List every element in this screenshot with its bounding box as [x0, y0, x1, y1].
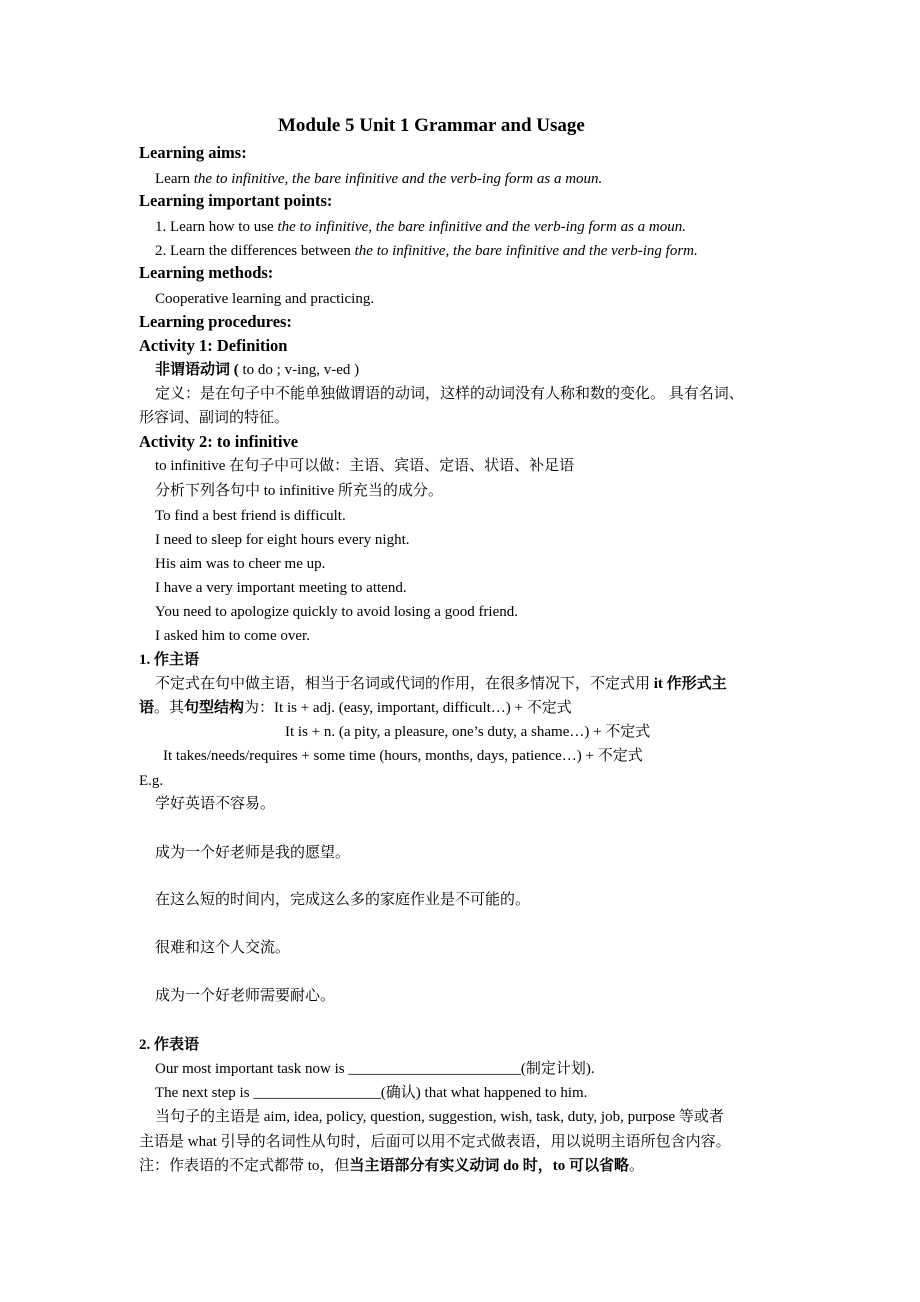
activity1-term [155, 360, 359, 380]
points-item-1-italic: the to infinitive, the bare infinitive and the verb-ing form as a moun. [277, 219, 687, 235]
section2-note-line2: 主语是 what 引导的名词性从句时，后面可以用不定式做表语，用以说明主语所包含内容。 [139, 1134, 731, 1150]
activity1-term-rest: to do ; v-ing, v-ed ) [238, 362, 360, 378]
section1-line1-bold: it 作形式主 [653, 676, 727, 692]
aims-prefix: Learn [155, 171, 194, 187]
page-title: Module 5 Unit 1 Grammar and Usage [278, 115, 585, 136]
section1-heading: 1. 作主语 [139, 652, 200, 668]
section1-pattern3: It takes/needs/requires + some time (hours, months, days, patience…) + 不定式 [163, 748, 643, 764]
section1-line2-bold-a: 语 [139, 700, 155, 716]
activity1-definition-line1: 定义：是在句子中不能单独做谓语的动词，这样的动词没有人称和数的变化。 具有名词、 [155, 386, 744, 402]
points-item-1 [155, 217, 686, 237]
points-item-2 [155, 241, 698, 261]
section1-line1-text: 不定式在句中做主语，相当于名词或代词的作用，在很多情况下，不定式用 [155, 676, 654, 692]
sentence-1: To find a best friend is difficult. [155, 508, 346, 524]
example-1: 学好英语不容易。 [155, 796, 276, 812]
example-2: 成为一个好老师是我的愿望。 [155, 845, 351, 861]
methods-heading: Learning methods: [139, 263, 274, 282]
sentence-4: I have a very important meeting to attend. [155, 580, 407, 596]
aims-heading: Learning aims: [139, 143, 247, 162]
example-5: 成为一个好老师需要耐心。 [155, 988, 336, 1004]
points-item-2-italic: the to infinitive, the bare infinitive and the verb-ing form. [354, 243, 698, 259]
sentence-6: I asked him to come over. [155, 628, 310, 644]
procedures-heading: Learning procedures: [139, 312, 292, 331]
section2-note-line1: 当句子的主语是 aim, idea, policy, question, suggestion, wish, task, duty, job, purpose 等或者 [155, 1109, 724, 1125]
section2-heading: 2. 作表语 [139, 1037, 200, 1053]
activity1-heading: Activity 1: Definition [139, 336, 288, 355]
section1-line2-bold-c: 句型结构 [184, 700, 245, 716]
activity1-term-bold: 非谓语动词 ( [155, 362, 239, 378]
section2-note-line3 [139, 1156, 644, 1176]
sentence-3: His aim was to cheer me up. [155, 556, 326, 572]
section2-note3-bold: 当主语部分有实义动词 do 时，to 可以省略 [349, 1158, 630, 1174]
section1-line2 [139, 698, 572, 718]
section2-note3-text: 注：作表语的不定式都带 to，但 [139, 1158, 350, 1174]
activity1-definition-line2: 形容词、副词的特征。 [139, 410, 290, 426]
section2-note3-end: 。 [629, 1158, 645, 1174]
activity2-intro: to infinitive 在句子中可以做：主语、宾语、定语、状语、补足语 [155, 458, 575, 474]
points-item-2-prefix: 2. Learn the differences between [155, 243, 355, 259]
section1-pattern2: It is + n. (a pity, a pleasure, one’s duty, a shame…) + 不定式 [285, 724, 651, 740]
section1-line1 [155, 674, 727, 694]
activity2-heading: Activity 2: to infinitive [139, 432, 299, 451]
aims-italic: the to infinitive, the bare infinitive and the verb-ing form as a moun. [193, 171, 603, 187]
points-item-1-prefix: 1. Learn how to use [155, 219, 278, 235]
example-3: 在这么短的时间内，完成这么多的家庭作业是不可能的。 [155, 892, 531, 908]
section2-exercise-2: The next step is _________________(确认) that what happened to him. [155, 1085, 588, 1101]
methods-text: Cooperative learning and practicing. [155, 291, 375, 307]
sentence-2: I need to sleep for eight hours every night. [155, 532, 410, 548]
section1-eg: E.g. [139, 773, 164, 789]
points-heading: Learning important points: [139, 191, 333, 210]
aims-text [155, 169, 602, 189]
activity2-instruction: 分析下列各句中 to infinitive 所充当的成分。 [155, 483, 443, 499]
section1-line2-text-b: 。其 [154, 700, 185, 716]
sentence-5: You need to apologize quickly to avoid losing a good friend. [155, 604, 519, 620]
section1-line2-text-d: 为：It is + adj. (easy, important, difficult…) + 不定式 [244, 700, 572, 716]
example-4: 很难和这个人交流。 [155, 940, 291, 956]
section2-exercise-1: Our most important task now is _______________________(制定计划). [155, 1061, 595, 1077]
